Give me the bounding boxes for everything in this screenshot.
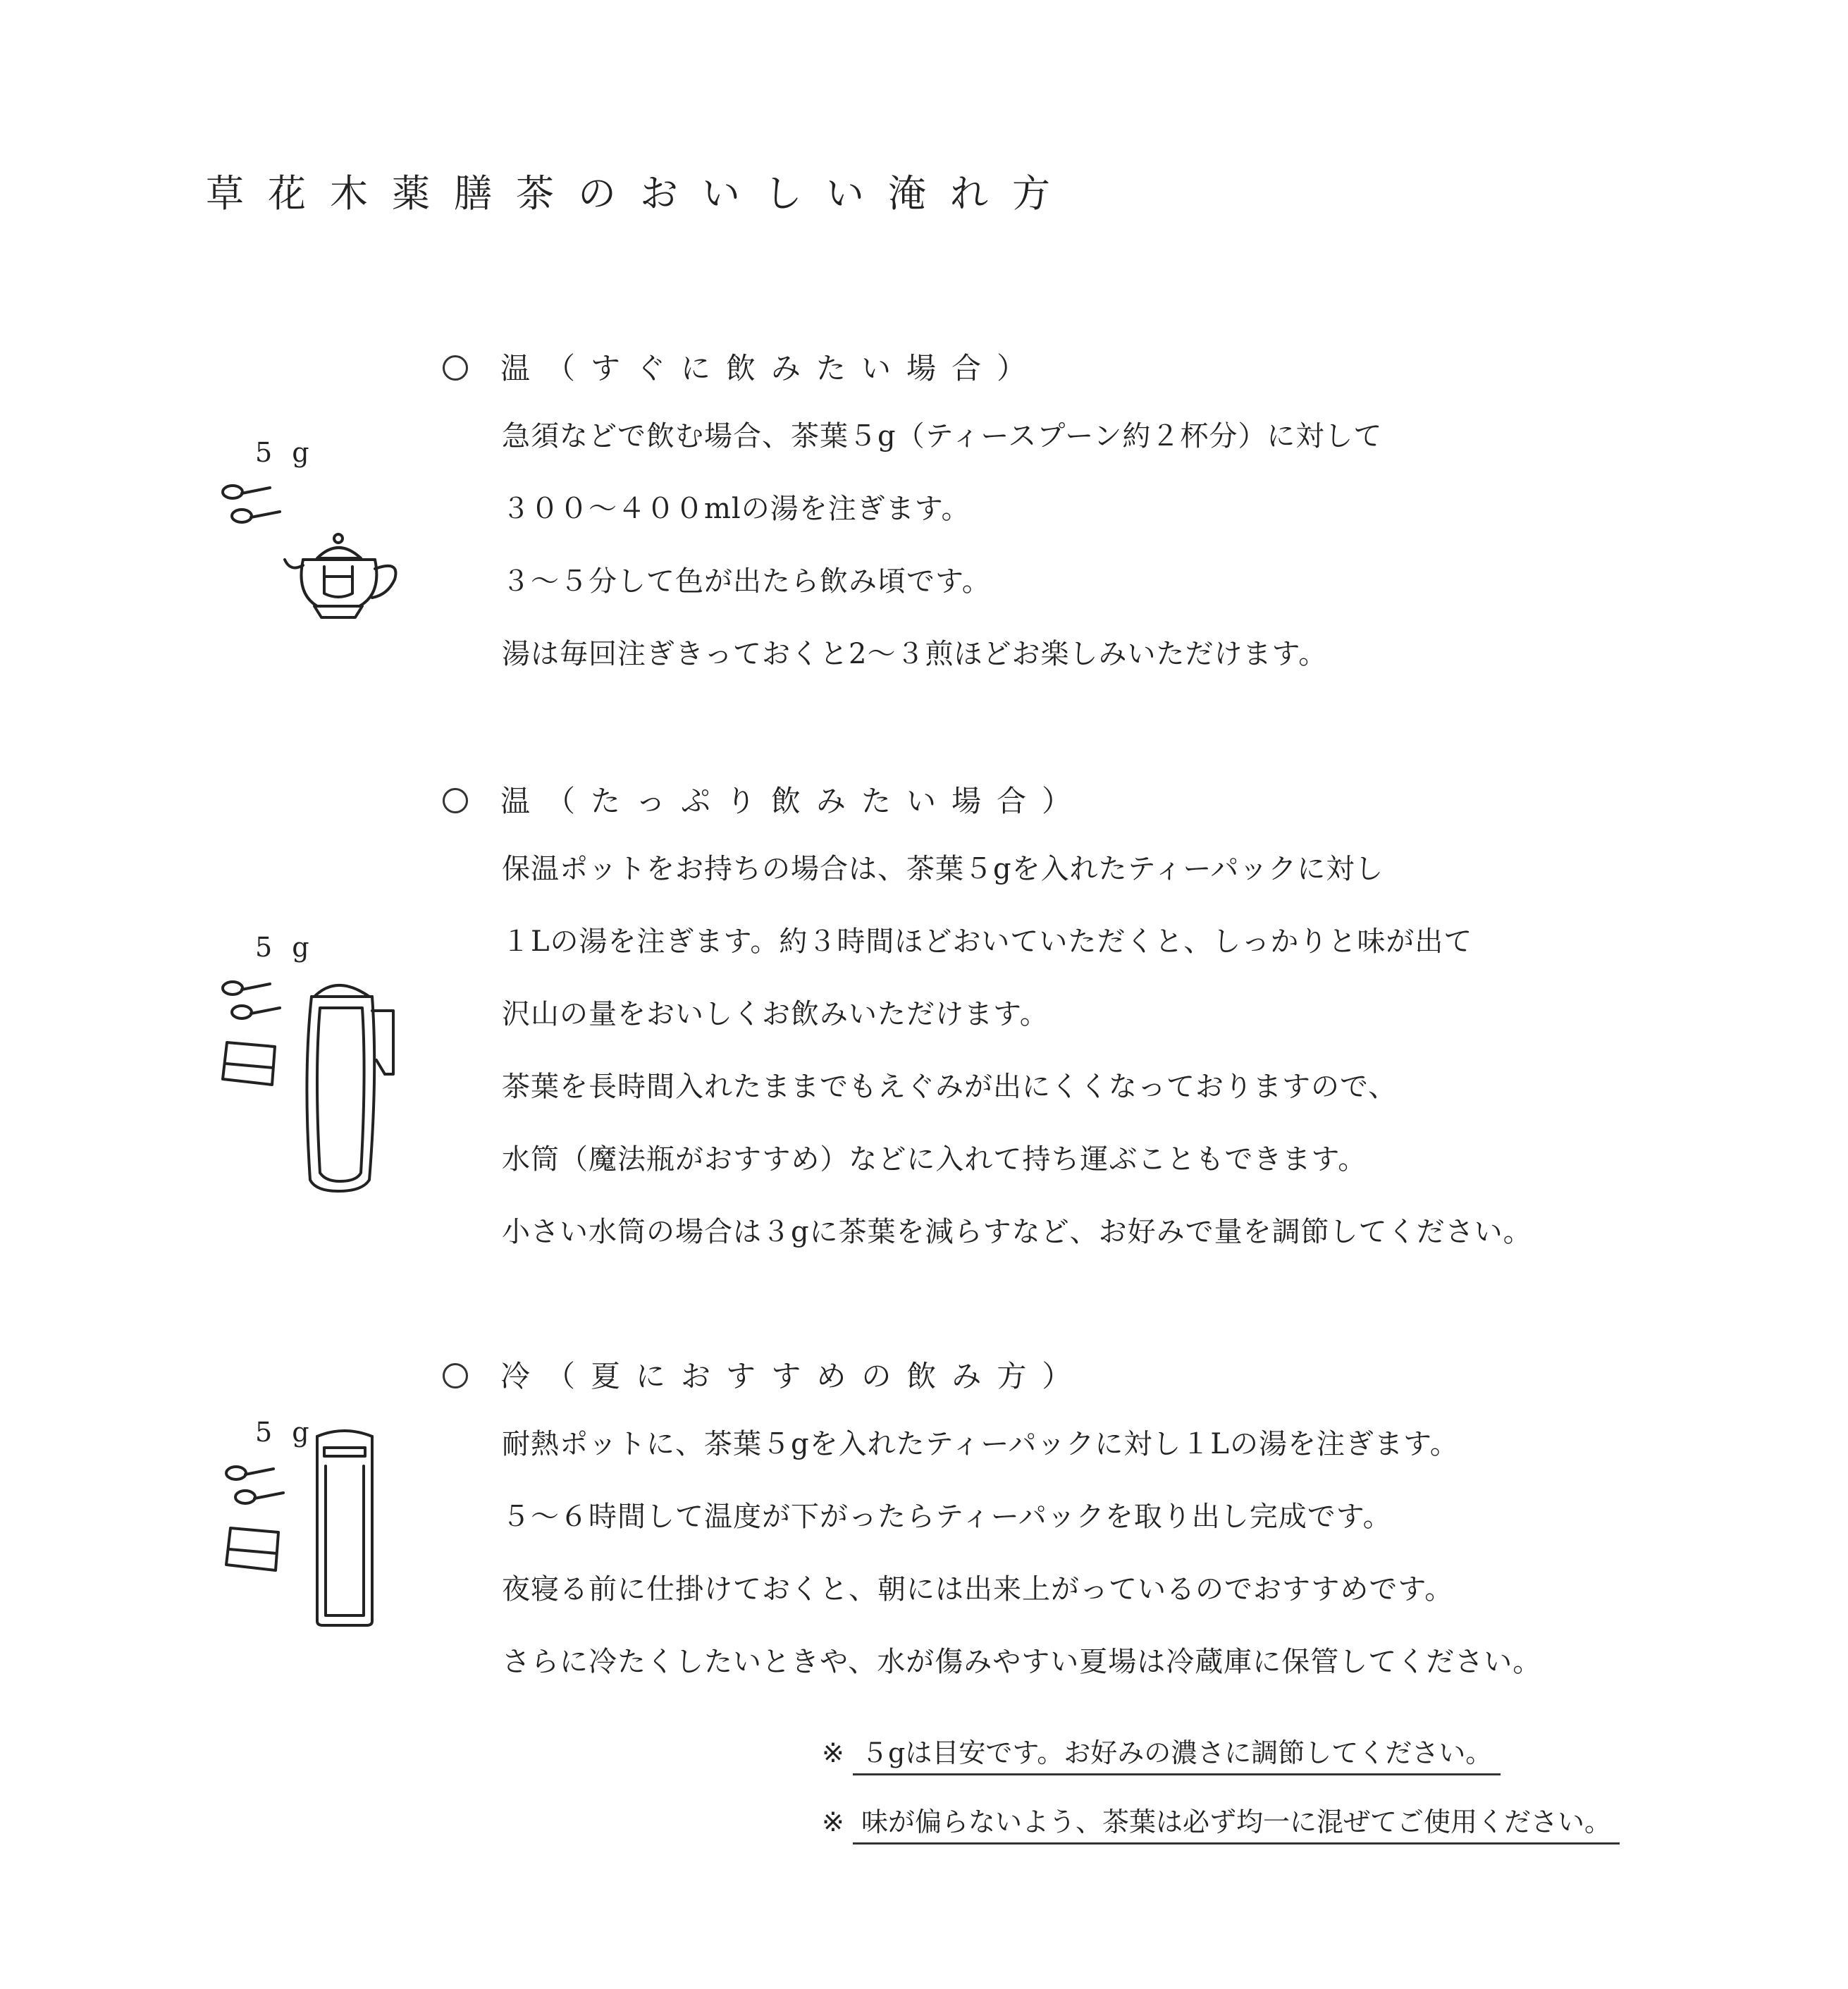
circle-bullet-icon bbox=[443, 355, 468, 381]
cold-brew-bottle-icon bbox=[310, 1424, 381, 1628]
footnote bbox=[822, 1734, 1620, 1803]
footnote bbox=[822, 1803, 1620, 1872]
instruction-line: 小さい水筒の場合は３gに茶葉を減らすなど、お好みで量を調節してください。 bbox=[502, 1216, 1532, 1248]
instruction-line: 茶葉を長時間入れたままでもえぐみが出にくくなっておりますので、 bbox=[502, 1071, 1398, 1103]
thermos-pot-icon bbox=[302, 968, 400, 1194]
footnotes bbox=[822, 1734, 1620, 1872]
instruction-line: ３００～４００mlの湯を注ぎます。 bbox=[502, 493, 971, 525]
grams-label: 5 g bbox=[255, 932, 315, 963]
instruction-line: ３～５分して色が出たら飲み頃です。 bbox=[502, 565, 991, 598]
teaspoons-icon bbox=[215, 975, 292, 1032]
teaspoons-icon bbox=[215, 479, 292, 536]
teaspoons-icon bbox=[218, 1460, 296, 1517]
section-heading bbox=[443, 1353, 1087, 1396]
instruction-line: 急須などで飲む場合、茶葉５g（ティースプーン約２杯分）に対して bbox=[502, 420, 1383, 452]
circle-bullet-icon bbox=[443, 788, 468, 813]
reference-mark: ※ bbox=[822, 1737, 844, 1768]
footnote-text: 味が偏らないよう、茶葉は必ず均一に混ぜてご使用ください。 bbox=[853, 1803, 1620, 1845]
footnote-text: ５gは目安です。お好みの濃さに調節してください。 bbox=[853, 1734, 1501, 1775]
instruction-list bbox=[502, 417, 1382, 708]
grams-label: 5 g bbox=[255, 437, 315, 468]
tea-bag-icon bbox=[218, 1035, 282, 1092]
section-heading-text: 冷（夏におすすめの飲み方） bbox=[500, 1359, 1088, 1393]
instruction-line: 水筒（魔法瓶がおすすめ）などに入れて持ち運ぶこともできます。 bbox=[502, 1143, 1367, 1176]
instruction-list bbox=[502, 850, 1532, 1286]
reference-mark: ※ bbox=[822, 1806, 844, 1837]
instruction-list bbox=[502, 1425, 1541, 1716]
section-heading bbox=[443, 778, 1087, 820]
grams-label: 5 g bbox=[255, 1417, 315, 1448]
instruction-line: 耐熱ポットに、茶葉５gを入れたティーパックに対し１Lの湯を注ぎます。 bbox=[502, 1428, 1459, 1460]
instruction-line: さらに冷たくしたいときや、水が傷みやすい夏場は冷蔵庫に保管してください。 bbox=[502, 1646, 1542, 1678]
section-heading-text: 温（すぐに飲みたい場合） bbox=[500, 351, 1042, 386]
page-title: 草花木薬膳茶のおいしい淹れ方 bbox=[206, 171, 1074, 216]
section-heading bbox=[443, 345, 1042, 388]
instruction-line: 夜寝る前に仕掛けておくと、朝には出来上がっているのでおすすめです。 bbox=[502, 1573, 1454, 1606]
instruction-line: 湯は毎回注ぎきっておくと2～３煎ほどお楽しみいただけます。 bbox=[502, 638, 1328, 670]
instruction-line: 沢山の量をおいしくお飲みいただけます。 bbox=[502, 998, 1049, 1030]
tea-bag-icon bbox=[222, 1521, 285, 1577]
section-heading-text: 温（たっぷり飲みたい場合） bbox=[500, 784, 1088, 818]
circle-bullet-icon bbox=[443, 1363, 468, 1388]
instruction-line: ５～６時間して温度が下がったらティーパックを取り出し完成です。 bbox=[502, 1501, 1392, 1533]
instruction-line: １Lの湯を注ぎます。約３時間ほどおいていただくと、しっかりと味が出て bbox=[502, 925, 1473, 958]
teapot-icon bbox=[282, 530, 402, 622]
instruction-line: 保温ポットをお持ちの場合は、茶葉５gを入れたティーパックに対し bbox=[502, 853, 1384, 885]
